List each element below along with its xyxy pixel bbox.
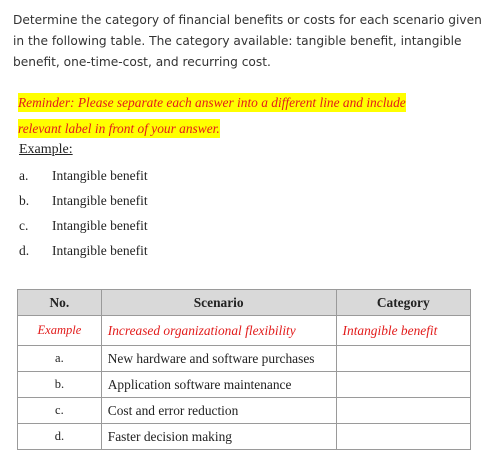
row-category-cell[interactable] (336, 346, 470, 372)
reminder-note (18, 90, 476, 142)
example-item-text: Intangible benefit (52, 168, 148, 183)
example-item-letter: b. (19, 193, 30, 208)
table-row (18, 372, 471, 398)
reminder-line-1: Reminder: Please separate each answer into a different line and include (18, 95, 406, 110)
question-text: Determine the category of financial benefits or costs for each scenario given in the following table. The category available: tangible benefit, intangible benefit, one-time-cost, and recurring cost. (13, 13, 482, 69)
example-scenario-cell: Increased organizational flexibility (101, 316, 336, 346)
example-item-text: Intangible benefit (52, 193, 148, 208)
reminder-line-2: relevant label in front of your answer. (18, 121, 220, 136)
header-category: Category (336, 290, 470, 316)
row-category-cell[interactable] (336, 424, 470, 450)
example-item-text: Intangible benefit (52, 218, 148, 233)
example-item-c (19, 218, 148, 234)
row-category-cell[interactable] (336, 398, 470, 424)
example-item-letter: c. (19, 218, 29, 233)
header-no: No. (18, 290, 102, 316)
example-item-text: Intangible benefit (52, 243, 148, 258)
row-scenario-cell: Faster decision making (101, 424, 336, 450)
row-no-cell: c. (18, 398, 102, 424)
scenario-table (17, 289, 471, 450)
row-no-cell: b. (18, 372, 102, 398)
header-scenario: Scenario (101, 290, 336, 316)
example-no-cell: Example (18, 316, 102, 346)
row-no-cell: a. (18, 346, 102, 372)
table-header-row (18, 290, 471, 316)
example-item-a (19, 168, 148, 184)
example-item-b (19, 193, 148, 209)
example-item-letter: d. (19, 243, 30, 258)
row-category-cell[interactable] (336, 372, 470, 398)
row-no-cell: d. (18, 424, 102, 450)
example-heading: Example: (19, 142, 73, 157)
table-row (18, 346, 471, 372)
example-category-cell: Intangible benefit (336, 316, 470, 346)
table-row (18, 424, 471, 450)
table-row (18, 398, 471, 424)
row-scenario-cell: Application software maintenance (101, 372, 336, 398)
row-scenario-cell: Cost and error reduction (101, 398, 336, 424)
example-item-d (19, 243, 148, 259)
example-item-letter: a. (19, 168, 29, 183)
row-scenario-cell: New hardware and software purchases (101, 346, 336, 372)
table-example-row (18, 316, 471, 346)
